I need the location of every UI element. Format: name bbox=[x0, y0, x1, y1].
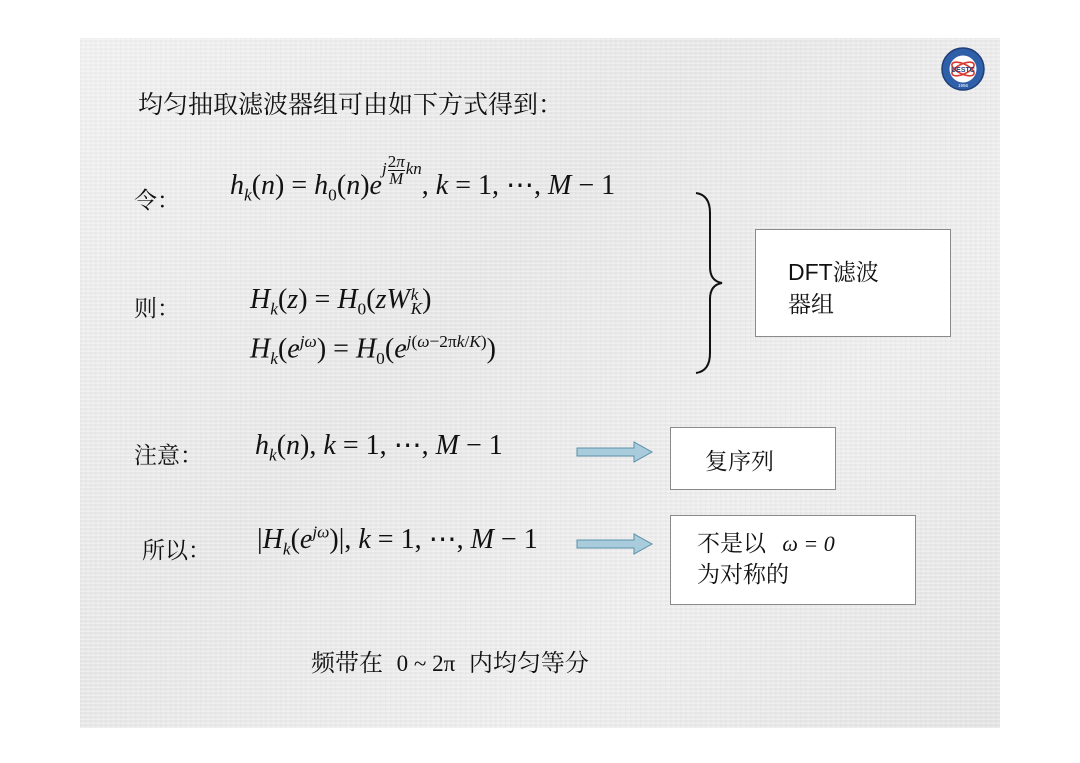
formula-hk-z: $H_k(z) = H_0(zW$ k K ) bbox=[250, 284, 432, 319]
not-symmetric-line1 bbox=[697, 528, 915, 559]
dft-box-line2: 器组 bbox=[788, 291, 834, 317]
arrow-right-icon bbox=[576, 441, 654, 463]
formula-hk-definition: $h_k(n) = h_0(n)e^{j \frac{2\pi}{M} kn}$, k = 1, ⋯, M − 1 bbox=[230, 151, 616, 205]
arrow-right-icon bbox=[576, 533, 654, 555]
formula-magnitude: $|H_k(e^{j\omega})|$, k = 1, ⋯, M − 1 bbox=[257, 522, 538, 559]
logo-text: UESTC bbox=[951, 67, 975, 74]
label-note: 注意： bbox=[134, 443, 203, 469]
label-let: 令： bbox=[134, 188, 180, 214]
university-seal-icon bbox=[940, 46, 986, 92]
slide bbox=[80, 38, 1000, 728]
formula-hk-ejw: $H_k(e^{j\omega}) = H_0(e^{j(\omega-2\pi k/K)})$ bbox=[250, 332, 496, 368]
logo-year: 1956 bbox=[957, 83, 969, 88]
page-title: 均匀抽取滤波器组可由如下方式得到： bbox=[138, 90, 564, 119]
label-therefore: 所以： bbox=[142, 538, 211, 564]
dft-filter-bank-box bbox=[755, 229, 951, 337]
footer-suffix: 内均匀等分 bbox=[468, 649, 589, 677]
formula-hk-note: $h_k(n)$, k = 1, ⋯, M − 1 bbox=[255, 430, 503, 465]
not-symmetric-omega: ω = 0 bbox=[782, 531, 835, 556]
dft-box-line1: DFT滤波 bbox=[788, 259, 879, 285]
footer-prefix: 频带在 bbox=[311, 649, 383, 677]
complex-sequence-box bbox=[670, 427, 836, 490]
not-symmetric-box bbox=[670, 515, 916, 605]
complex-sequence-text: 复序列 bbox=[705, 448, 774, 474]
not-symmetric-line2: 为对称的 bbox=[697, 561, 789, 587]
right-brace-icon bbox=[690, 191, 730, 375]
footer-statement bbox=[311, 643, 589, 678]
not-symmetric-prefix: 不是以 bbox=[697, 530, 766, 556]
footer-math: 0 ~ 2π bbox=[396, 651, 456, 676]
label-then: 则： bbox=[134, 296, 180, 322]
